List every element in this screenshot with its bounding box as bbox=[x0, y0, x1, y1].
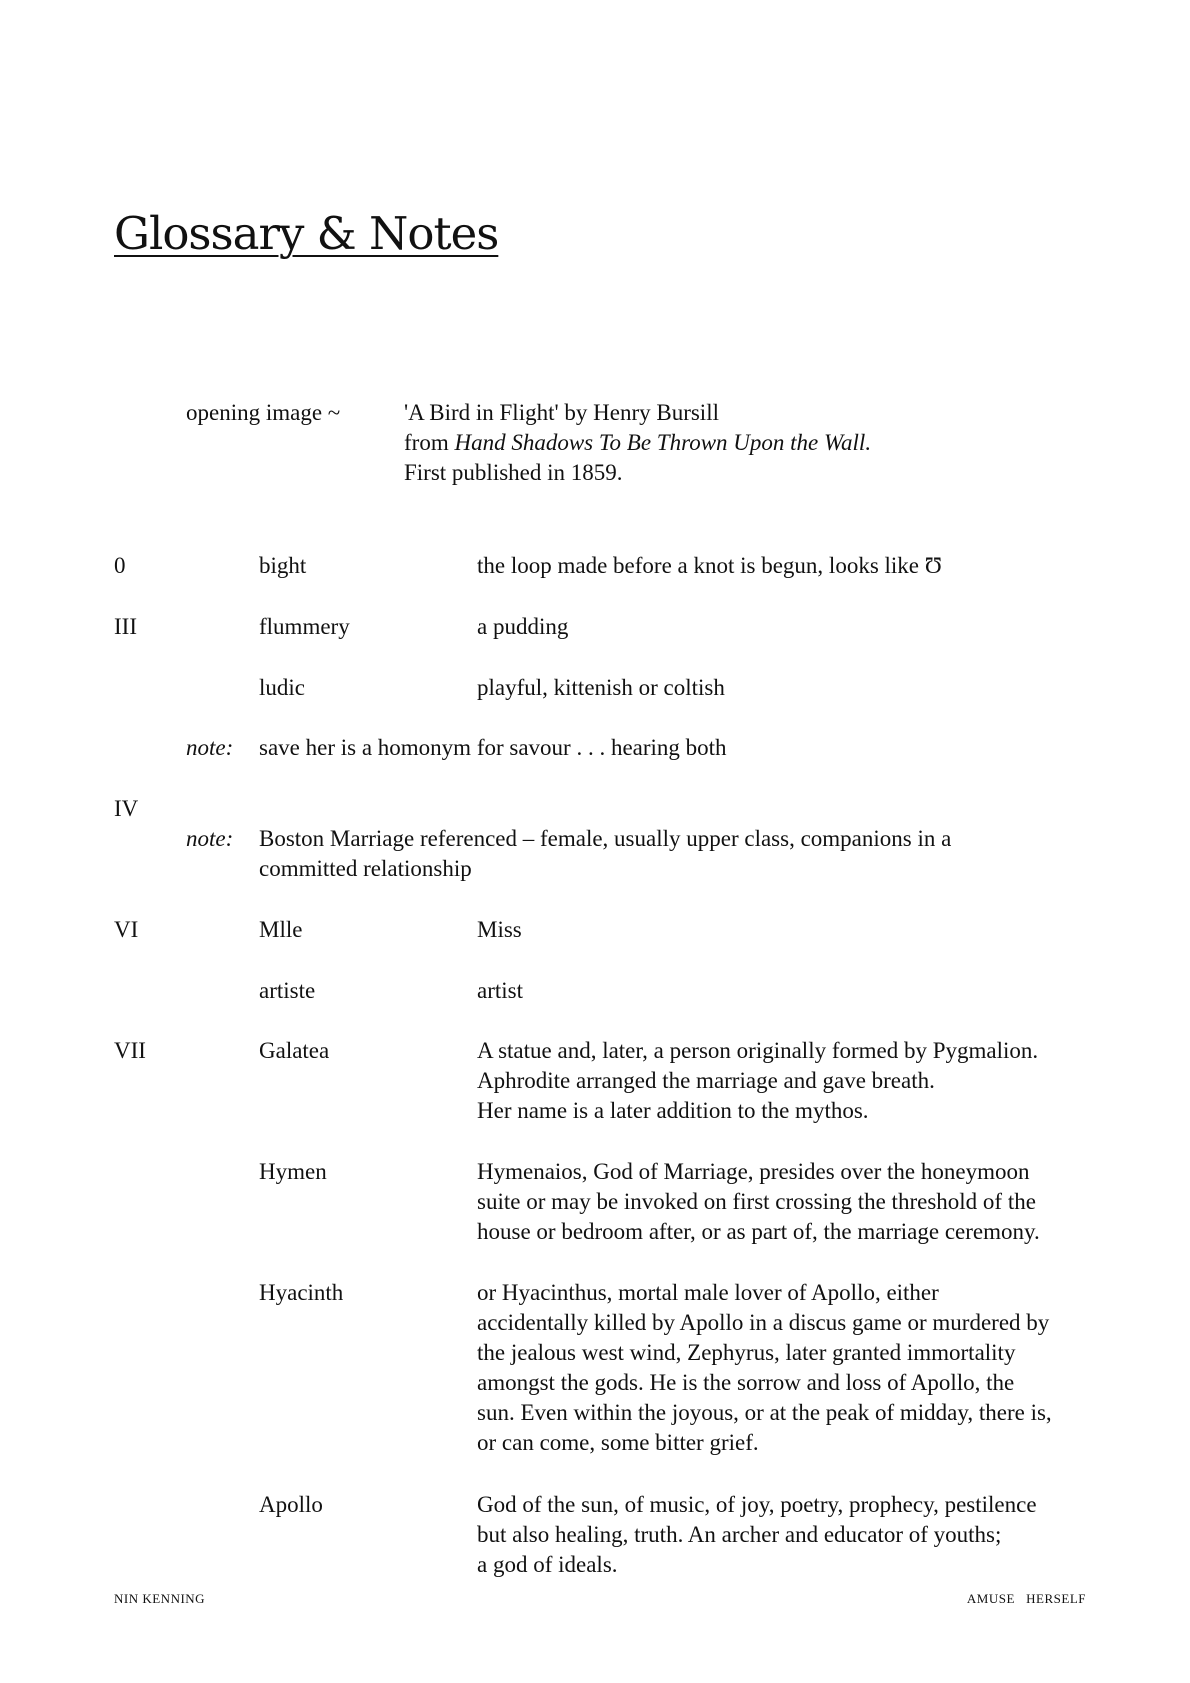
glossary-term: bight bbox=[259, 553, 307, 578]
definition-line: sun. Even within the joyous, or at the peak of midday, there is, bbox=[477, 1400, 1052, 1425]
glossary-definition bbox=[477, 1157, 1040, 1247]
glossary-definition: playful, kittenish or coltish bbox=[477, 675, 725, 700]
glossary-term: flummery bbox=[259, 614, 350, 639]
section-numeral-0: 0 bbox=[114, 553, 126, 578]
definition-line: Her name is a later addition to the mythos. bbox=[477, 1098, 869, 1123]
definition-line: amongst the gods. He is the sorrow and loss of Apollo, the bbox=[477, 1370, 1015, 1395]
glossary-definition: a pudding bbox=[477, 614, 569, 639]
glossary-term: Apollo bbox=[259, 1492, 323, 1517]
note-line: Boston Marriage referenced – female, usually upper class, companions in a bbox=[259, 826, 952, 851]
page-title: Glossary & Notes bbox=[114, 207, 499, 260]
definition-line: the jealous west wind, Zephyrus, later granted immortality bbox=[477, 1340, 1016, 1365]
opening-credit-line-3: First published in 1859. bbox=[404, 460, 623, 485]
section-numeral-iv: IV bbox=[114, 796, 139, 821]
definition-line: Hymenaios, God of Marriage, presides over the honeymoon bbox=[477, 1159, 1030, 1184]
glossary-definition bbox=[477, 1490, 1037, 1580]
opening-image-label: opening image ~ bbox=[186, 400, 341, 425]
glossary-term: artiste bbox=[259, 978, 316, 1003]
note-line: committed relationship bbox=[259, 856, 472, 881]
definition-line: but also healing, truth. An archer and educator of youths; bbox=[477, 1522, 1002, 1547]
definition-line: A statue and, later, a person originally formed by Pygmalion. bbox=[477, 1038, 1039, 1063]
definition-line: God of the sun, of music, of joy, poetry, prophecy, pestilence bbox=[477, 1492, 1037, 1517]
glossary-definition bbox=[477, 1036, 1038, 1126]
definition-line: Aphrodite arranged the marriage and gave breath. bbox=[477, 1068, 935, 1093]
opening-image-credit bbox=[404, 398, 871, 488]
definition-line: or can come, some bitter grief. bbox=[477, 1430, 759, 1455]
definition-line: a god of ideals. bbox=[477, 1552, 618, 1577]
glossary-definition: artist bbox=[477, 978, 523, 1003]
note-label: note: bbox=[186, 826, 234, 851]
definition-line: or Hyacinthus, mortal male lover of Apollo, either bbox=[477, 1280, 939, 1305]
glossary-term: Mlle bbox=[259, 917, 303, 942]
glossary-term: Hymen bbox=[259, 1159, 327, 1184]
note-label: note: bbox=[186, 735, 234, 760]
section-numeral-vii: VII bbox=[114, 1038, 146, 1063]
section-numeral-iii: III bbox=[114, 614, 137, 639]
glossary-definition: Miss bbox=[477, 917, 522, 942]
glossary-definition: the loop made before a knot is begun, looks like Ʊ bbox=[477, 553, 942, 578]
footer-book-title: AMUSE HERSELF bbox=[966, 1591, 1086, 1606]
opening-credit-line-2: from Hand Shadows To Be Thrown Upon the Wall. bbox=[404, 430, 872, 455]
book-title: Hand Shadows To Be Thrown Upon the Wall. bbox=[454, 430, 872, 455]
definition-line: accidentally killed by Apollo in a discus game or murdered by bbox=[477, 1310, 1050, 1335]
glossary-term: Hyacinth bbox=[259, 1280, 344, 1305]
opening-credit-line-1: 'A Bird in Flight' by Henry Bursill bbox=[404, 400, 719, 425]
section-numeral-vi: VI bbox=[114, 917, 139, 942]
glossary-term: ludic bbox=[259, 675, 305, 700]
note-text bbox=[259, 824, 951, 884]
glossary-term: Galatea bbox=[259, 1038, 330, 1063]
footer-author: NIN KENNING bbox=[114, 1591, 206, 1606]
glossary-definition bbox=[477, 1278, 1052, 1458]
note-text: save her is a homonym for savour . . . hearing both bbox=[259, 735, 727, 760]
definition-line: suite or may be invoked on first crossing the threshold of the bbox=[477, 1189, 1036, 1214]
definition-line: house or bedroom after, or as part of, the marriage ceremony. bbox=[477, 1219, 1040, 1244]
